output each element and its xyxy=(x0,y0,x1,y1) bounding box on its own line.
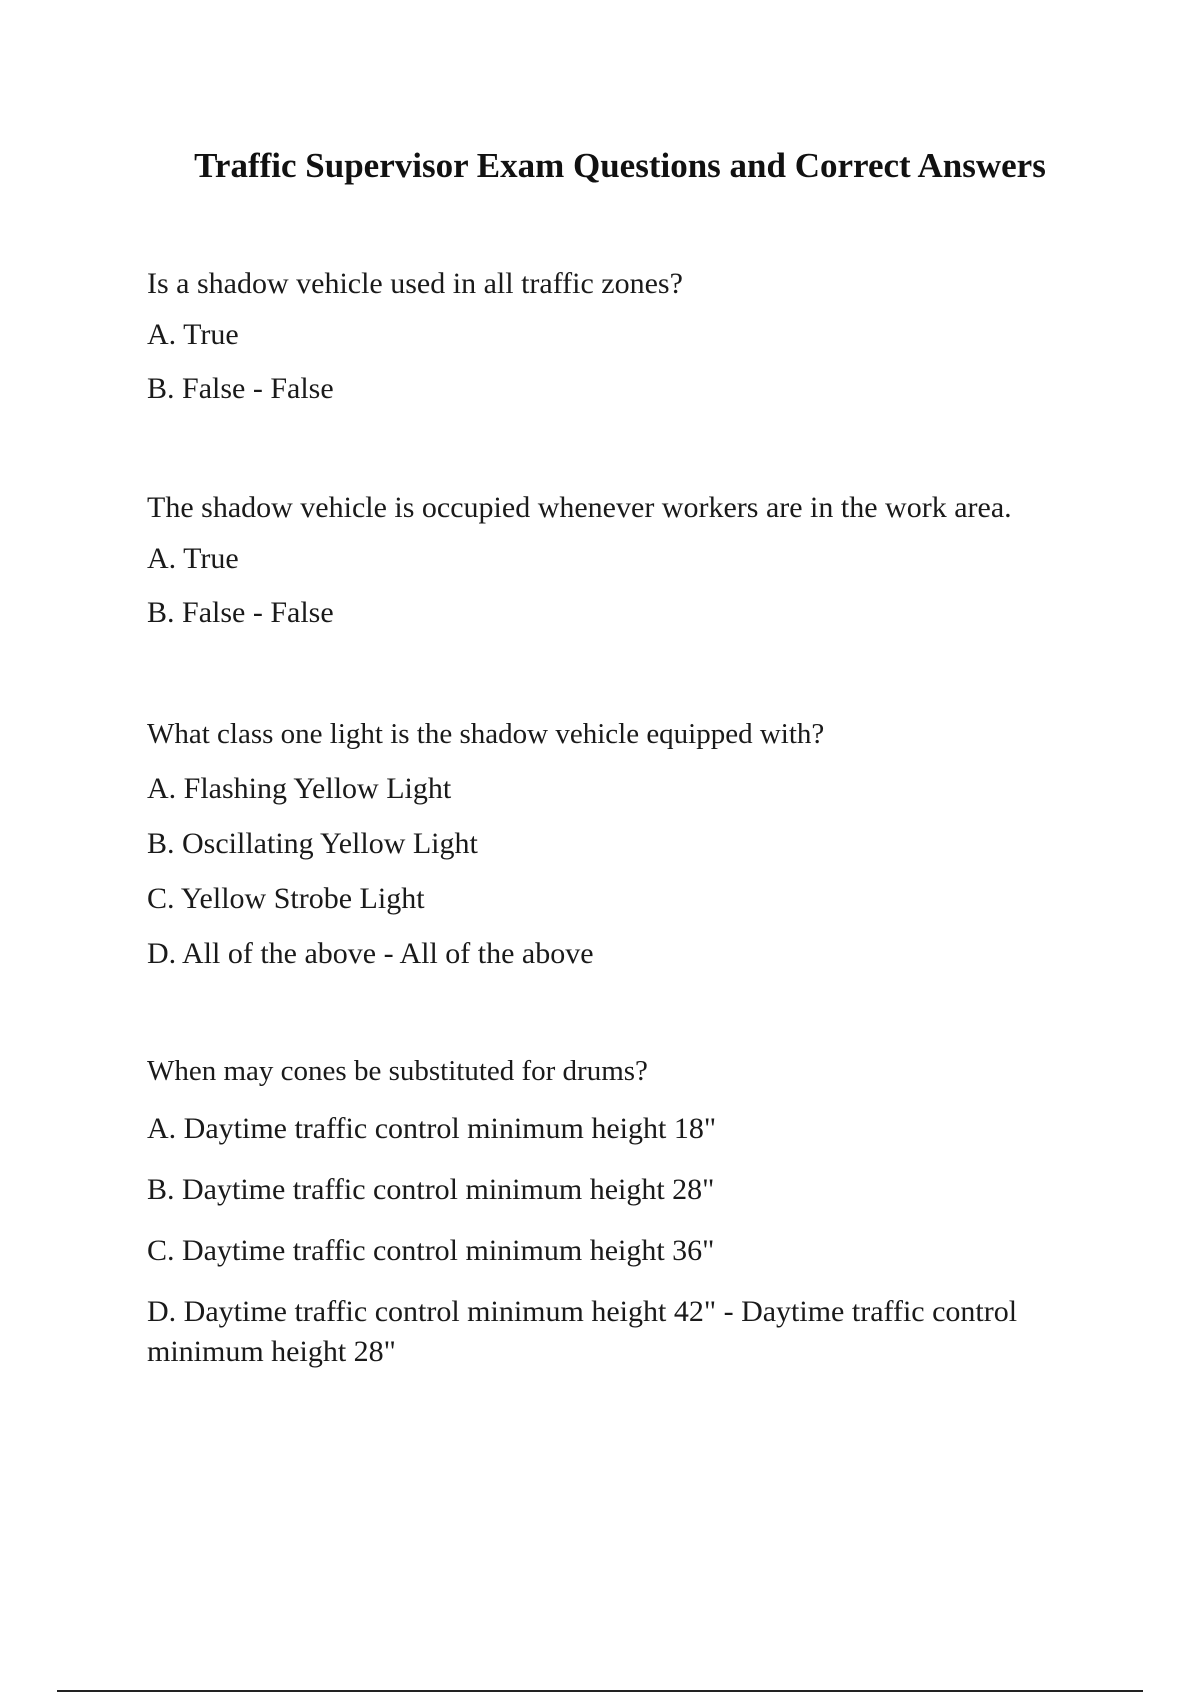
answer-option: C. Yellow Strobe Light xyxy=(147,882,425,915)
answer-option: B. False - False xyxy=(147,372,334,405)
question-block xyxy=(147,266,1127,426)
page-title: Traffic Supervisor Exam Questions and Correct Answers xyxy=(194,146,1046,185)
question-block xyxy=(147,490,1127,650)
question-text: When may cones be substituted for drums? xyxy=(147,1055,648,1087)
answer-option: A. True xyxy=(147,318,239,351)
question-block xyxy=(147,716,1127,992)
answer-option: A. True xyxy=(147,542,239,575)
answer-option: D. Daytime traffic control minimum height 42" - Daytime traffic control minimum height 28" xyxy=(147,1295,1018,1368)
question-text: What class one light is the shadow vehicle equipped with? xyxy=(147,718,825,750)
answer-option: B. False - False xyxy=(147,596,334,629)
footer-divider xyxy=(57,1690,1143,1692)
answer-option: B. Oscillating Yellow Light xyxy=(147,827,478,860)
answer-option: D. All of the above - All of the above xyxy=(147,937,594,970)
answer-option: B. Daytime traffic control minimum height 28" xyxy=(147,1173,715,1206)
question-block xyxy=(147,1053,1127,1393)
question-text: Is a shadow vehicle used in all traffic zones? xyxy=(147,267,683,300)
answer-option: A. Flashing Yellow Light xyxy=(147,772,452,805)
answer-option: A. Daytime traffic control minimum height 18" xyxy=(147,1112,717,1145)
answer-option: C. Daytime traffic control minimum height 36" xyxy=(147,1234,715,1267)
question-text: The shadow vehicle is occupied whenever workers are in the work area. xyxy=(147,491,1012,524)
